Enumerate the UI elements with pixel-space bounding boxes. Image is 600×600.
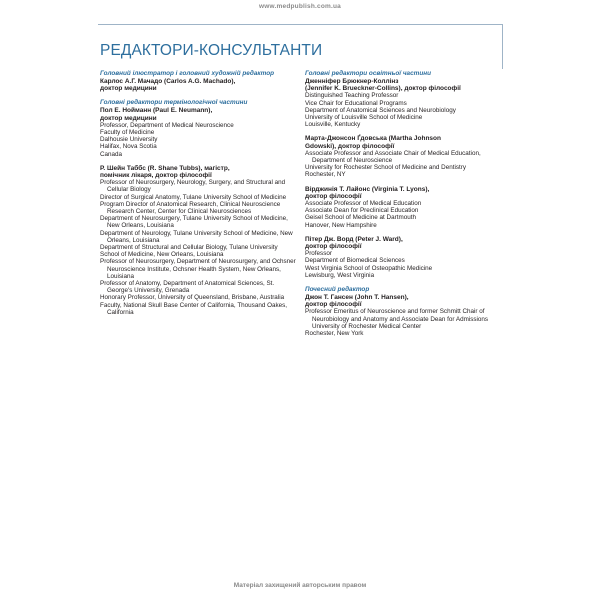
editor-name: доктор медицини [100, 85, 157, 93]
affiliation-line: Professor of Neurosurgery, Department of Neurosurgery, and Ochsner Neuroscience Institute, Ochsner Health System, New Orleans, Louisiana [100, 258, 296, 280]
affiliation-line: University of Louisville School of Medicine [305, 114, 423, 122]
editor-name: Gdowski), доктор філософії [305, 142, 395, 150]
editor-entry [100, 78, 296, 92]
editor-name: доктор філософії [305, 192, 362, 200]
affiliation-line: Department of Neurology, Tulane University School of Medicine, New Orleans, Louisiana [100, 229, 293, 244]
editor-entry [305, 78, 501, 128]
affiliation-line: Lewisburg, West Virginia [305, 271, 375, 279]
affiliation-line: Department of Structural and Cellular Biology, Tulane University [100, 244, 278, 252]
affiliation-line: Associate Dean for Preclinical Education [305, 207, 419, 215]
editor-entry [305, 186, 501, 229]
editor-name: доктор філософії [305, 243, 362, 251]
section-role-heading: Головний ілюстратор і головний художній редактор [100, 70, 275, 77]
page-title: РЕДАКТОРИ-КОНСУЛЬТАНТИ [100, 42, 323, 59]
editor-name: Пол Е. Нойманн (Paul E. Neumann), [100, 107, 213, 115]
editor-name: Пітер Дж. Ворд (Peter J. Ward), [305, 235, 403, 243]
section-role-heading: Головні редактори термінологічної частини [100, 99, 248, 107]
affiliation-line: Distinguished Teaching Professor [305, 92, 399, 100]
editor-name: доктор медицини [100, 114, 157, 122]
editor-name: (Jennifer K. Brueckner-Collins), доктор філософії [305, 85, 461, 93]
affiliation-line: Associate Professor of Medical Education [305, 200, 422, 208]
section-role-heading: Головні редактори освітньої частини [305, 70, 432, 77]
affiliation-line: Professor Emeritus of Neuroscience and former Schmitt Chair of Neurobiology and Anatomy and Associate Dean for Admissions University of Rochester Medical Center [305, 308, 489, 330]
affiliation-line: Dalhousie University [100, 136, 158, 144]
left-column [100, 70, 296, 316]
affiliation-line: Professor [305, 250, 332, 258]
editor-name: помічник лікаря, доктор філософії [100, 172, 212, 180]
editor-name: Вірджинія Т. Лайонс (Virginia T. Lyons), [305, 185, 430, 193]
section-role-heading: Почесний редактор [305, 286, 370, 294]
editor-name: Р. Шейн Таббс (R. Shane Tubbs), магістр, [100, 164, 230, 172]
affiliation-line: Associate Professor and Associate Chair of Medical Education, Department of Neuroscience [305, 149, 481, 165]
affiliation-line: Geisel School of Medicine at Dartmouth [305, 214, 416, 222]
editor-entry [100, 165, 296, 316]
affiliation-line: West Virginia School of Osteopathic Medicine [305, 264, 433, 272]
editor-name: Карлос А.Г. Мачадо (Carlos A.G. Machado), [100, 78, 236, 85]
right-column [305, 70, 501, 337]
affiliation-line: Louisville, Kentucky [305, 121, 361, 129]
affiliation-line: Rochester, New York [305, 330, 364, 338]
affiliation-line: Professor of Anatomy, Department of Anatomical Sciences, St. George's University, Grenada [100, 280, 275, 295]
affiliation-line: Hanover, New Hampshire [305, 221, 377, 229]
affiliation-line: Faculty, National Skull Base Center of California, Thousand Oakes, California [100, 301, 288, 316]
affiliation-line: Halifax, Nova Scotia [100, 143, 157, 151]
copyright-footer: Матеріал захищений авторським правом [233, 582, 367, 589]
editor-name: Дженніфер Брюкнер-Коллінз [305, 78, 399, 85]
affiliation-line: School of Medicine, New Orleans, Louisiana [100, 251, 224, 259]
affiliation-line: Director of Surgical Anatomy, Tulane University School of Medicine [100, 193, 287, 201]
editor-name: доктор філософії [305, 301, 362, 309]
affiliation-line: Program Director of Anatomical Research, Clinical Neuroscience Research Center, Center for Clinical Neurosciences [100, 200, 281, 216]
affiliation-line: Department of Anatomical Sciences and Neurobiology [305, 106, 456, 114]
affiliation-line: University for Rochester School of Medicine and Dentistry [305, 164, 466, 172]
watermark-url: www.medpublish.com.ua [259, 3, 341, 10]
affiliation-line: Professor, Department of Medical Neuroscience [100, 121, 234, 129]
editor-entry [100, 107, 296, 157]
affiliation-line: Honorary Professor, University of Queensland, Brisbane, Australia [100, 294, 285, 302]
affiliation-line: Department of Neurosurgery, Tulane University School of Medicine, New Orleans, Louisiana [100, 215, 288, 230]
affiliation-line: Faculty of Medicine [100, 129, 155, 137]
affiliation-line: Rochester, NY [305, 171, 346, 179]
affiliation-line: Vice Chair for Educational Programs [305, 99, 407, 107]
affiliation-line: Professor of Neurosurgery, Neurology, Surgery, and Structural and Cellular Biology [100, 179, 286, 194]
editor-name: Джон Т. Гансен (John T. Hansen), [305, 294, 409, 302]
affiliation-line: Canada [100, 150, 123, 158]
editor-entry [305, 135, 501, 178]
affiliation-line: Department of Biomedical Sciences [305, 257, 405, 265]
editor-entry [305, 236, 501, 279]
editor-name: Марта-Джонсон Ґдовська (Martha Johnson [305, 135, 441, 143]
editor-entry [305, 294, 501, 337]
